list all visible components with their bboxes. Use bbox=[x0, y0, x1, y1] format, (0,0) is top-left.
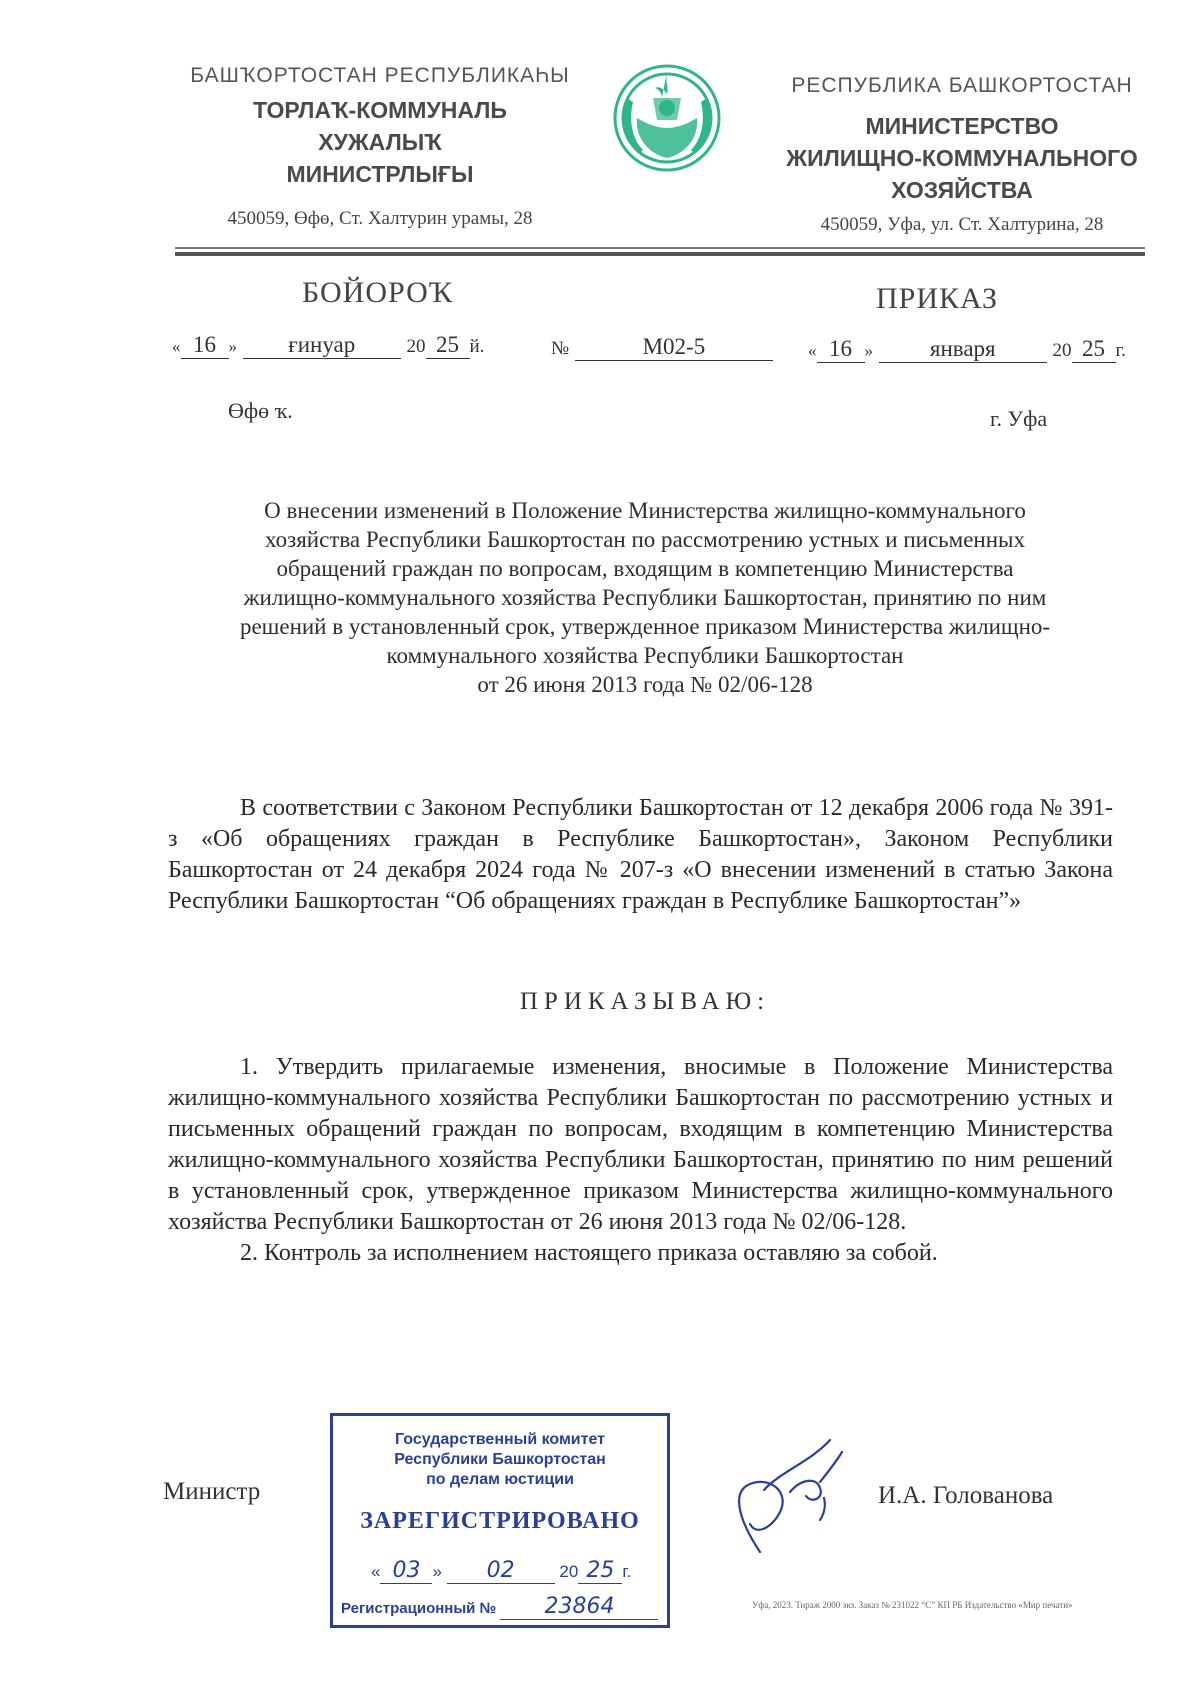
stamp-date-month: 02 bbox=[447, 1558, 555, 1584]
title-bashkir: БОЙОРОҠ bbox=[302, 276, 454, 309]
signatory-position: Министр bbox=[163, 1478, 261, 1505]
bashkortostan-emblem-icon bbox=[607, 58, 727, 178]
header-divider-thick bbox=[175, 252, 1145, 256]
order-items bbox=[168, 1052, 1113, 1269]
ministry-name-russian-3: ХОЗЯЙСТВА bbox=[891, 177, 1033, 203]
order-subject bbox=[170, 496, 1120, 699]
date-right: « 16 » января 20 25 г. bbox=[808, 336, 1126, 361]
subject-line: хозяйства Республики Башкортостан по рассмотрению устных и письменных bbox=[265, 527, 1025, 552]
order-number: № М02-5 bbox=[551, 334, 773, 361]
address-bashkir: 450059, Өфө, Ст. Халтурин урамы, 28 bbox=[227, 208, 533, 229]
print-note: Уфа, 2023. Тираж 2000 экз. Заказ № 231022 “С” КП РБ Издательство «Мир печати» bbox=[752, 1600, 1073, 1610]
order-item-2: 2. Контроль за исполнением настоящего приказа оставляю за собой. bbox=[240, 1240, 938, 1266]
date-right-month: января bbox=[879, 336, 1047, 363]
stamp-date-year: 25 bbox=[578, 1558, 622, 1584]
stamp-organization: Государственный комитет Республики Башкортостан по делам юстиции bbox=[394, 1431, 606, 1488]
preamble bbox=[168, 793, 1113, 917]
header-divider-thin bbox=[175, 247, 1145, 249]
stamp-date-day: 03 bbox=[380, 1558, 432, 1584]
republic-name-russian: РЕСПУБЛИКА БАШКОРТОСТАН bbox=[791, 74, 1133, 97]
subject-line: коммунального хозяйства Республики Башкортостан bbox=[386, 643, 904, 668]
date-right-year: 25 bbox=[1072, 336, 1116, 363]
order-item-1: 1. Утвердить прилагаемые изменения, вносимые в Положение Министерства жилищно-коммунального хозяйства Республики Башкортостан по рассмотрению устных и письменных обращений граждан по вопросам, входящим в компетенцию Министерства жилищно-коммунального хозяйства Республики Башкортостан, принятию по ним решений в установленный срок, утвержденное приказом Министерства жилищно-коммунального хозяйства Республики Башкортостан от 26 июня 2013 года № 02/06-128. bbox=[168, 1054, 1113, 1235]
header-right-block bbox=[762, 74, 1162, 236]
stamp-registration-number-value: 23864 bbox=[500, 1594, 658, 1620]
republic-name-bashkir: БАШҠОРТОСТАН РЕСПУБЛИКАҺЫ bbox=[190, 64, 570, 87]
stamp-registration-number: Регистрационный № 23864 bbox=[341, 1594, 658, 1620]
handwritten-signature-icon bbox=[720, 1432, 870, 1562]
preamble-text: В соответствии с Законом Республики Башкортостан от 12 декабря 2006 года № 391-з «Об обращениях граждан в Республике Башкортостан», Законом Республики Башкортостан от 24 декабря 2024 года № 207-з «О внесении изменений в статью Закона Республики Башкортостан “Об обращениях граждан в Республике Башкортостан”» bbox=[168, 795, 1113, 914]
registration-stamp bbox=[330, 1413, 670, 1628]
subject-line: от 26 июня 2013 года № 02/06-128 bbox=[477, 672, 813, 697]
date-left: « 16 » ғинуар 20 25 й. bbox=[172, 332, 485, 357]
subject-line: жилищно-коммунального хозяйства Республики Башкортостан, принятию по ним bbox=[243, 585, 1047, 610]
ministry-name-russian-2: ЖИЛИЩНО-КОММУНАЛЬНОГО bbox=[786, 145, 1138, 171]
address-russian: 450059, Уфа, ул. Ст. Халтурина, 28 bbox=[820, 214, 1104, 235]
order-word: ПРИКАЗЫВАЮ: bbox=[519, 988, 771, 1015]
city-bashkir: Өфө ҡ. bbox=[228, 398, 293, 423]
subject-line: решений в установленный срок, утвержденное приказом Министерства жилищно- bbox=[239, 614, 1051, 639]
ministry-name-bashkir-3: МИНИСТРЛЫҒЫ bbox=[286, 161, 474, 187]
signatory-name: И.А. Голованова bbox=[878, 1482, 1054, 1509]
city-russian: г. Уфа bbox=[990, 406, 1048, 431]
date-right-day: 16 bbox=[817, 336, 865, 363]
subject-line: О внесении изменений в Положение Министерства жилищно-коммунального bbox=[264, 498, 1026, 523]
date-left-year: 25 bbox=[426, 332, 470, 359]
date-left-day: 16 bbox=[181, 332, 229, 359]
ministry-name-bashkir-1: ТОРЛАҠ-КОММУНАЛЬ bbox=[253, 97, 507, 123]
stamp-date: « 03 » 02 20 25 г. bbox=[371, 1558, 632, 1583]
title-russian: ПРИКАЗ bbox=[876, 282, 998, 315]
order-number-value: М02-5 bbox=[575, 334, 773, 361]
ministry-name-russian-1: МИНИСТЕРСТВО bbox=[865, 113, 1059, 139]
date-left-month: ғинуар bbox=[243, 332, 401, 359]
header-left-block bbox=[170, 64, 590, 230]
subject-line: обращений граждан по вопросам, входящим в компетенцию Министерства bbox=[276, 556, 1014, 581]
ministry-name-bashkir-2: ХУЖАЛЫҠ bbox=[318, 129, 442, 155]
stamp-status: ЗАРЕГИСТРИРОВАНО bbox=[360, 1508, 640, 1534]
